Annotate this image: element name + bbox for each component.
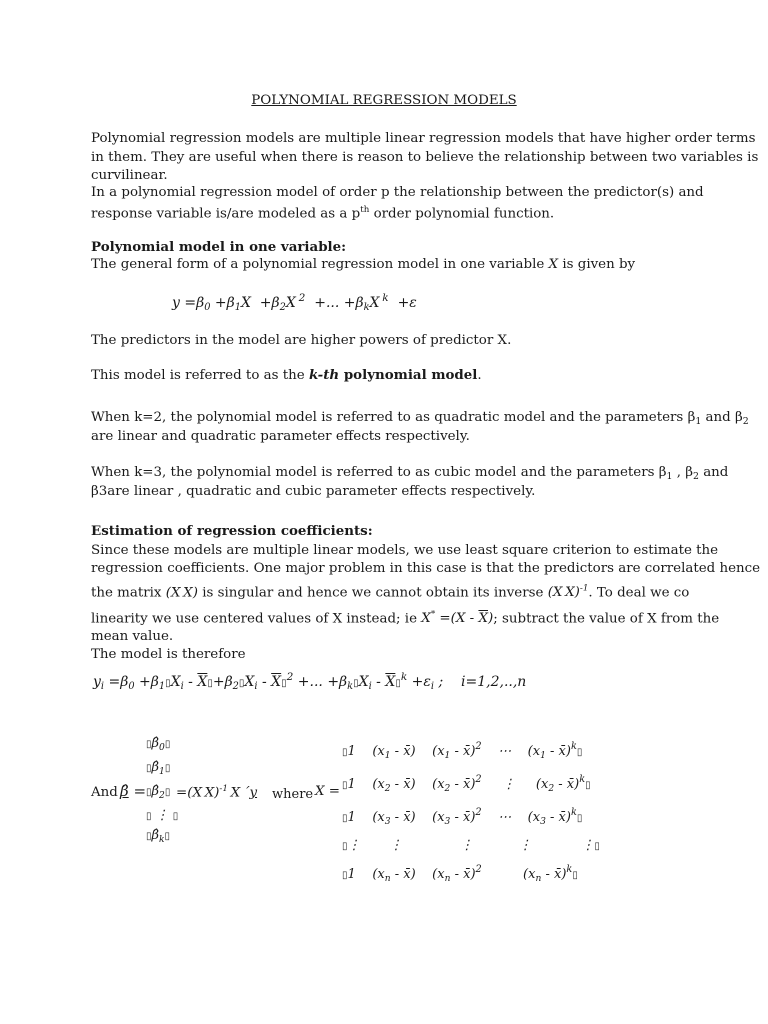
cubic-and: and xyxy=(698,465,729,480)
estimation-line-4-end: ; subtract the value of X from the xyxy=(493,611,720,627)
kth-model-line xyxy=(91,366,482,385)
x-design-matrix: ▯1 ($x_1$ - x̄) ($x_1$ - x̄)$^2$ ⋯ ($x_1$ - x̄)$^k$▯ ▯1 ($x_2$ - x̄) ($x_2$ - x̄)$^2$ ⋮ ($x_2$ - x̄)$^k$▯ ▯1 ($x_3$ - x̄) ($x_3$ - x̄)$^2$ ⋯ ($x_3$ - x̄)$^k$▯ ▯⋮ ⋮ ⋮ ⋮ ⋮▯ ▯1 ($x_n$ - x̄) ($x_n$ - x̄)$^2$ ($x_n$ - x̄)$^k$▯ xyxy=(342,741,600,884)
normal-equation: =(X X)$^{-1}$ X ´y xyxy=(176,784,258,801)
kth-model-start: This model is referred to as the xyxy=(91,368,309,383)
quadratic-start: When k=2, the polynomial model is referred to as quadratic model and the parameters β xyxy=(91,410,696,425)
intro-line-5-start: response variable is/are modeled as a p xyxy=(91,206,361,222)
section-heading-one-variable: Polynomial model in one variable: xyxy=(91,239,347,255)
intro-line-5-end: order polynomial function. xyxy=(369,206,555,222)
quadratic-line-2: are linear and quadratic parameter effects respectively. xyxy=(91,429,470,444)
matrix-xx-inverse: (X X)$^{-1}$ xyxy=(547,584,589,601)
beta-subscript-2: 2 xyxy=(742,416,749,427)
cubic-line-2: β3are linear , quadratic and cubic parameter effects respectively. xyxy=(91,484,536,499)
quadratic-and: and β xyxy=(701,410,743,425)
intro-line-2: in them. They are useful when there is reason to believe the relationship between two variables is xyxy=(91,150,759,165)
general-form-start: The general form of a polynomial regression model in one variable xyxy=(91,257,549,272)
estimation-line-5: mean value. xyxy=(91,629,174,644)
intro-line-5 xyxy=(91,201,554,223)
kth-term: k-th xyxy=(308,367,340,383)
kth-model-period: . xyxy=(477,368,482,383)
x-matrix-symbol: X = xyxy=(315,784,341,799)
beta-hat-symbol: β̂ = xyxy=(120,782,147,800)
centered-x-formula: $X^* =(X - \overline{X})$ xyxy=(421,610,494,627)
polynomial-equation: $y =\beta_0 +\beta_1X +\beta_2X$ $^2$ +... $+\beta_kX$ $^k$ +ε xyxy=(172,292,417,313)
estimation-line-3-end: . To deal we co xyxy=(588,585,690,601)
section-heading-estimation: Estimation of regression coefficients: xyxy=(91,523,373,539)
page-title: POLYNOMIAL REGRESSION MODELS xyxy=(251,93,517,108)
centered-model-equation: $y_i =\beta_0$ $+\beta_1▯X_i$ - $\overline{X}▯+\beta_2▯X_i$ - $\overline{X}▯^2$ +... $+\beta_k▯X_i$ - $\overline{X}▯^k +\varepsilon_i$ ; i=1,2,..,n xyxy=(93,671,527,692)
predictors-line: The predictors in the model are higher powers of predictor X. xyxy=(91,333,512,348)
general-form-line xyxy=(91,255,635,274)
kth-model-bold: polynomial model xyxy=(339,367,478,383)
estimation-line-3-start: the matrix xyxy=(91,585,166,601)
and-label: And xyxy=(91,785,118,800)
cubic-start: When k=3, the polynomial model is referred to as cubic model and the parameters β xyxy=(91,465,667,480)
index-range: i=1,2,..,n xyxy=(461,674,527,690)
variable-x: X xyxy=(548,257,559,272)
beta-subscript-1: 1 xyxy=(695,416,702,427)
intro-line-3: curvilinear. xyxy=(91,168,168,183)
estimation-line-3-mid: is singular and hence we cannot obtain its inverse xyxy=(197,585,548,601)
estimation-line-3 xyxy=(91,580,689,602)
cubic-comma: , β xyxy=(672,465,693,480)
estimation-line-4-start: linearity we use centered values of X instead; ie xyxy=(91,611,422,627)
estimation-line-2: regression coefficients. One major problem in this case is that the predictors are correlated hence xyxy=(91,561,761,576)
intro-line-1: Polynomial regression models are multiple linear regression models that have higher order terms xyxy=(91,131,756,146)
estimation-line-6: The model is therefore xyxy=(91,647,246,662)
cubic-beta-subscript-2: 2 xyxy=(692,471,699,482)
intro-line-4: In a polynomial regression model of order p the relationship between the predictor(s) and xyxy=(91,185,704,200)
estimation-line-4 xyxy=(91,606,719,628)
ordinal-superscript: th xyxy=(360,205,370,215)
general-form-end: is given by xyxy=(558,257,636,272)
beta-hat-vector: $▯\betâ_0▯$ $▯\betâ_1▯$ $▯\betâ_2▯$ ▯ ⋮ ▯ $▯\betâ_k▯$ xyxy=(146,736,179,845)
estimation-line-1: Since these models are multiple linear models, we use least square criterion to estimate the xyxy=(91,543,719,558)
matrix-xx: (X X) xyxy=(165,585,198,601)
cubic-beta-subscript-1: 1 xyxy=(666,471,673,482)
where-label: where xyxy=(272,787,314,802)
